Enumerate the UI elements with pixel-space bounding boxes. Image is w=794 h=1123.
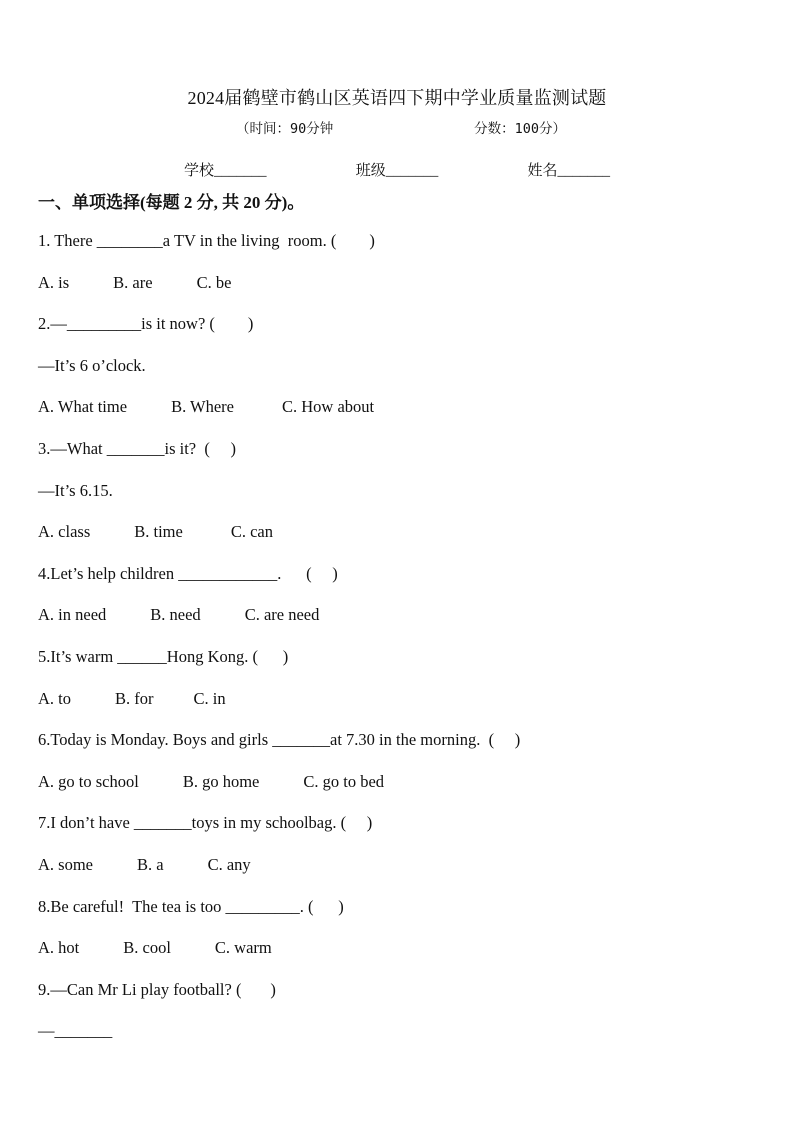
answer-options — [38, 855, 251, 875]
answer-option[interactable]: C. go to bed — [303, 771, 385, 791]
name-field[interactable]: 姓名_______ — [527, 163, 610, 179]
question-stem: 8.Be careful! The tea is too _________. ( ) — [38, 896, 344, 916]
question-stem: 2.—_________is it now? ( ) — [38, 314, 254, 334]
answer-option[interactable]: A. hot — [38, 938, 80, 958]
question-stem: 6.Today is Monday. Boys and girls _______at 7.30 in the morning. ( ) — [38, 730, 521, 750]
class-field[interactable]: 班级_______ — [355, 163, 439, 179]
answer-options — [38, 397, 374, 417]
answer-option[interactable]: A. class — [38, 522, 91, 542]
answer-option[interactable]: C. How about — [282, 397, 375, 417]
answer-option[interactable]: A. to — [38, 688, 71, 708]
answer-options — [38, 522, 273, 542]
answer-options — [38, 689, 226, 709]
answer-option[interactable]: B. go home — [182, 771, 260, 791]
answer-option[interactable]: C. are need — [244, 605, 320, 625]
section-heading: 一、单项选择(每题 2 分, 共 20 分)。 — [38, 193, 305, 212]
question-stem: 5.It’s warm ______Hong Kong. ( ) — [38, 647, 289, 666]
answer-option[interactable]: B. Where — [171, 397, 234, 417]
question-response-line: —It’s 6 o’clock. — [38, 355, 146, 375]
answer-option[interactable]: C. be — [196, 272, 232, 292]
exam-title: 2024届鹤壁市鹤山区英语四下期中学业质量监测试题 — [187, 88, 607, 108]
question-stem: 1. There ________a TV in the living room. ( ) — [38, 231, 375, 250]
answer-option[interactable]: B. for — [115, 688, 154, 708]
question-response-line: —It’s 6.15. — [38, 480, 113, 500]
question-stem: 4.Let’s help children ____________. ( ) — [38, 563, 338, 583]
exam-time: （时间：90分钟 — [236, 121, 334, 137]
answer-options — [38, 273, 231, 293]
answer-option[interactable]: A. What time — [38, 397, 128, 417]
question-response-line: —_______ — [38, 1021, 113, 1041]
school-field[interactable]: 学校_______ — [184, 163, 267, 179]
exam-meta — [236, 117, 566, 137]
answer-option[interactable]: A. go to school — [38, 771, 139, 791]
question-stem: 7.I don’t have _______toys in my schoolbag. ( ) — [38, 813, 373, 833]
answer-options — [38, 938, 272, 958]
exam-score: 分数：100分） — [474, 121, 566, 137]
answer-option[interactable]: C. warm — [214, 938, 272, 958]
answer-option[interactable]: C. in — [193, 688, 226, 708]
answer-option[interactable]: C. can — [230, 522, 273, 542]
answer-option[interactable]: B. need — [150, 605, 201, 625]
answer-option[interactable]: A. is — [38, 272, 70, 292]
answer-option[interactable]: B. are — [113, 272, 153, 292]
answer-option[interactable]: A. in need — [38, 605, 107, 625]
answer-option[interactable]: B. time — [134, 522, 183, 542]
answer-option[interactable]: B. cool — [123, 938, 171, 958]
answer-options — [38, 772, 384, 792]
answer-option[interactable]: C. any — [207, 855, 251, 874]
question-stem: 9.—Can Mr Li play football? ( ) — [38, 979, 276, 999]
question-stem: 3.—What _______is it? ( ) — [38, 439, 236, 458]
answer-option[interactable]: B. a — [137, 855, 164, 874]
answer-option[interactable]: A. some — [38, 855, 93, 874]
student-info — [184, 159, 610, 180]
answer-options — [38, 605, 319, 625]
